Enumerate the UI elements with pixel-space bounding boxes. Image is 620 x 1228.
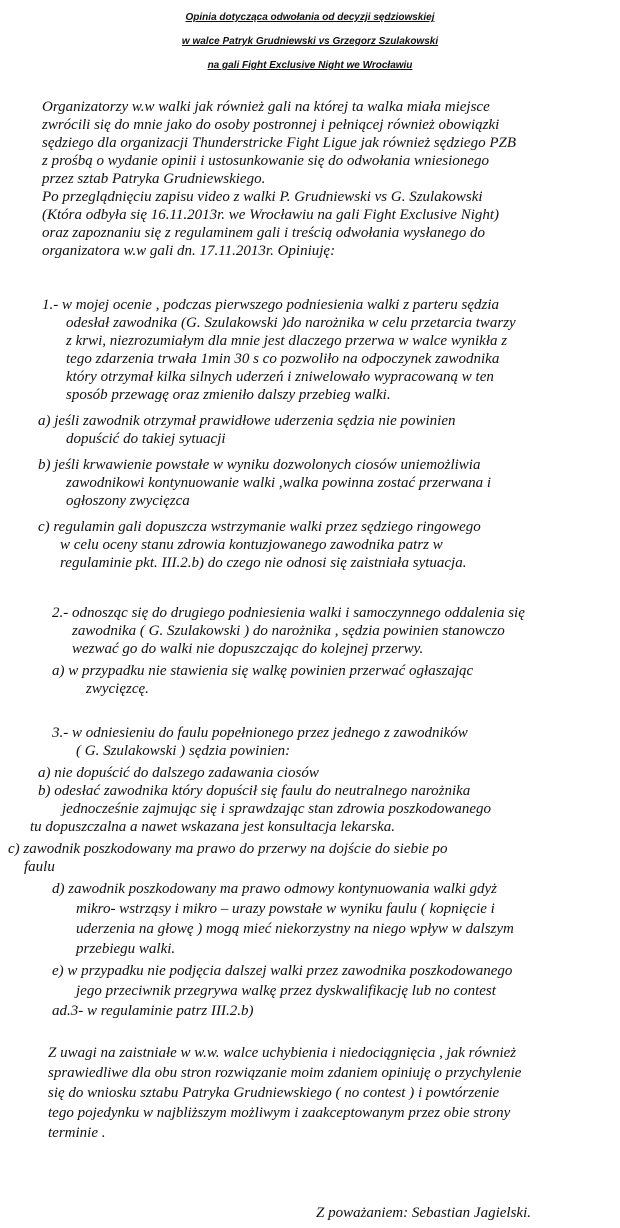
point-1-line: który otrzymał kilka silnych uderzeń i zniwelowało wypracowaną w ten [66, 369, 494, 385]
point-2-line: 2.- odnosząc się do drugiego podniesienia walki i samoczynnego oddalenia się [52, 605, 525, 621]
intro-line: sędziego dla organizacji Thunderstricke Fight Ligue jak również sędziego PZB [42, 135, 516, 151]
point-1-line: z krwi, niezrozumiałym dla mnie jest dlaczego przerwa w walce wynikła z [66, 333, 508, 349]
point-1-line: ogłoszony zwycięzca [66, 493, 190, 509]
point-1-line: 1.- w mojej ocenie , podczas pierwszego podniesienia walki z parteru sędzia [42, 297, 500, 313]
title-line-1: Opinia dotycząca odwołania od decyzji sędziowskiej [185, 12, 435, 23]
intro-line: (Która odbyła się 16.11.2013r. we Wrocławiu na gali Fight Exclusive Night) [42, 207, 500, 223]
point-3-line: faulu [24, 859, 55, 875]
point-3-line: uderzenia na głowę ) mogą mieć niekorzystny na niego wpływ w dalszym [76, 921, 514, 937]
point-3-line: jednocześnie zajmując się i sprawdzając stan zdrowia poszkodowanego [62, 801, 492, 817]
intro-line: z prośbą o wydanie opinii i ustosunkowanie się do odwołania wniesionego [42, 153, 489, 169]
intro-line: organizatora w.w gali dn. 17.11.2013r. Opiniuję: [42, 243, 336, 259]
intro-line: oraz zapoznaniu się z regulaminem gali i treścią odwołania wysłanego do [42, 225, 486, 241]
point-3-item-e: e) w przypadku nie podjęcia dalszej walki przez zawodnika poszkodowanego [52, 963, 513, 979]
conclusion-line: sprawiedliwe dla obu stron rozwiązanie moim zdaniem opiniuję o przychylenie [48, 1065, 522, 1081]
conclusion-line: Z uwagi na zaistniałe w w.w. walce uchybienia i niedociągnięcia , jak również [48, 1045, 517, 1061]
title-line-2: w walce Patryk Grudniewski vs Grzegorz Szulakowski [181, 36, 439, 47]
point-2-line: wezwać go do walki nie dopuszczając do kolejnej przerwy. [72, 641, 424, 657]
conclusion-line: tego pojedynku w najbliższym możliwym i zaakceptowanym przez obie strony [48, 1105, 511, 1121]
intro-line: zwrócili się do mnie jako do osoby postronnej i pełniącej również obowiązki [42, 117, 500, 133]
point-3-line: mikro- wstrząsy i mikro – urazy powstałe w wyniku faulu ( kopnięcie i [76, 901, 495, 917]
intro-line: przez sztab Patryka Grudniewskiego. [42, 171, 266, 187]
point-3-line: jego przeciwnik przegrywa walkę przez dyskwalifikację lub no contest [76, 983, 496, 999]
point-3-item-d: d) zawodnik poszkodowany ma prawo odmowy kontynuowania walki gdyż [52, 881, 497, 897]
point-3-item-b: b) odesłać zawodnika który dopuścił się faulu do neutralnego narożnika [38, 783, 471, 799]
point-1-line: regulaminie pkt. III.2.b) do czego nie odnosi się zaistniała sytuacja. [60, 555, 467, 571]
signature: Z poważaniem: Sebastian Jagielski. [316, 1205, 531, 1221]
point-3-line: przebiegu walki. [76, 941, 176, 957]
point-3-item-c: c) zawodnik poszkodowany ma prawo do przerwy na dojście do siebie po [8, 841, 448, 857]
point-2-item-a: a) w przypadku nie stawienia się walkę powinien przerwać ogłaszając [52, 663, 474, 679]
title-line-3: na gali Fight Exclusive Night we Wrocławiu [207, 60, 413, 71]
point-2-line: zawodnika ( G. Szulakowski ) do narożnika , sędzia powinien stanowczo [72, 623, 505, 639]
conclusion-line: się do wniosku sztabu Patryka Grudniewskiego ( no contest ) i powtórzenie [48, 1085, 500, 1101]
point-3-line: tu dopuszczalna a nawet wskazana jest konsultacja lekarska. [30, 819, 395, 835]
intro-line: Organizatorzy w.w walki jak również gali na której ta walka miała miejsce [42, 99, 490, 115]
point-2-line: zwycięzcę. [86, 681, 149, 697]
conclusion-line: terminie . [48, 1125, 106, 1141]
point-1-item-c: c) regulamin gali dopuszcza wstrzymanie walki przez sędziego ringowego [38, 519, 481, 535]
point-1-line: odesłał zawodnika (G. Szulakowski )do narożnika w celu przetarcia twarzy [66, 315, 516, 331]
point-1-line: zawodnikowi kontynuowanie walki ,walka powinna zostać przerwana i [66, 475, 491, 491]
point-1-item-b: b) jeśli krwawienie powstałe w wyniku dozwolonych ciosów uniemożliwia [38, 457, 481, 473]
point-3-line: 3.- w odniesieniu do faulu popełnionego przez jednego z zawodników [52, 725, 468, 741]
point-3-line: ( G. Szulakowski ) sędzia powinien: [76, 743, 291, 759]
point-1-line: w celu oceny stanu zdrowia kontuzjowanego zawodnika patrz w [60, 537, 443, 553]
point-3-line: ad.3- w regulaminie patrz III.2.b) [52, 1003, 254, 1019]
point-1-line: dopuścić do takiej sytuacji [66, 431, 226, 447]
point-1-line: sposób przewagę oraz zmieniło dalszy przebieg walki. [66, 387, 391, 403]
point-3-item-a: a) nie dopuścić do dalszego zadawania ciosów [38, 765, 319, 781]
intro-line: Po przeglądnięciu zapisu video z walki P. Grudniewski vs G. Szulakowski [42, 189, 483, 205]
point-1-item-a: a) jeśli zawodnik otrzymał prawidłowe uderzenia sędzia nie powinien [38, 413, 456, 429]
point-1-line: tego zdarzenia trwała 1min 30 s co pozwoliło na odpoczynek zawodnika [66, 351, 500, 367]
